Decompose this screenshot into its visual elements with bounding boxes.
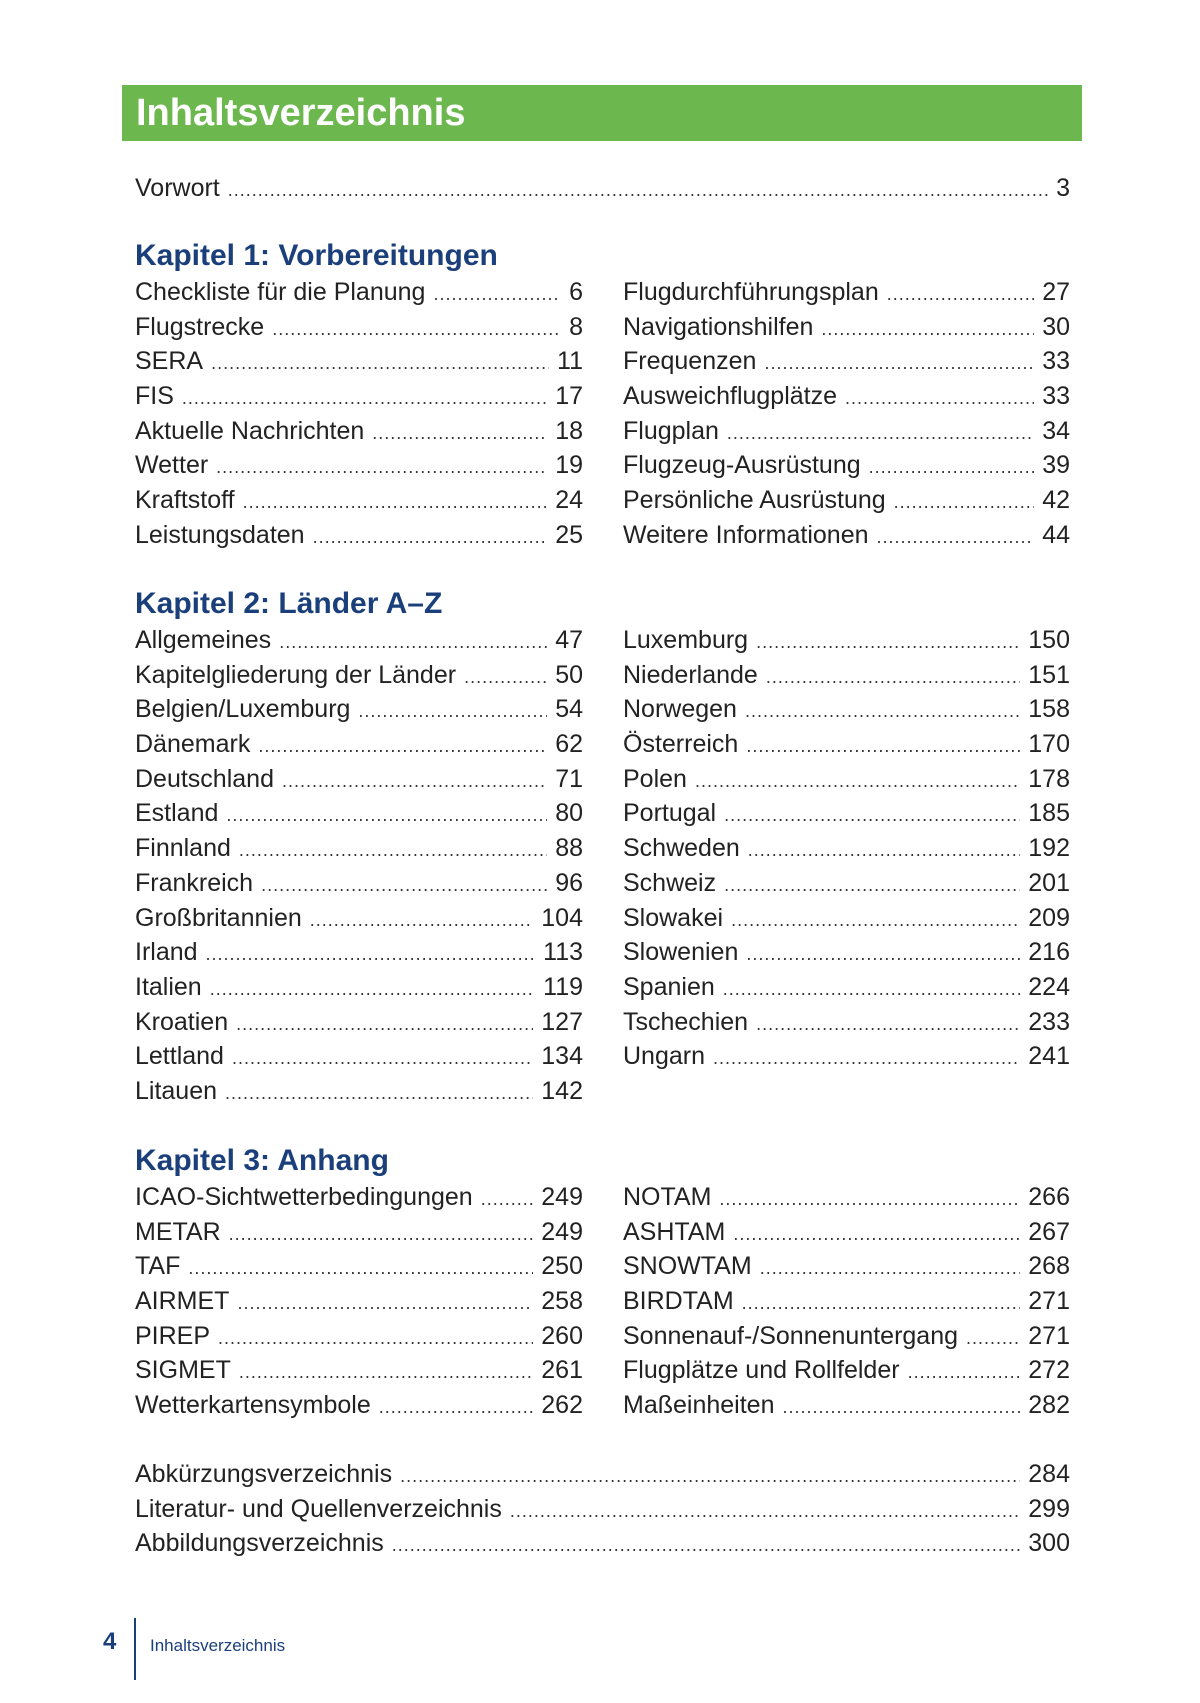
- dot-leader: [764, 346, 1034, 381]
- toc-entry-page: 11: [557, 347, 583, 376]
- toc-entry-page: 33: [1042, 382, 1070, 411]
- toc-entry-label: Frankreich: [135, 868, 254, 897]
- toc-entry-page: 282: [1028, 1391, 1070, 1420]
- dot-leader: [727, 416, 1034, 451]
- toc-entry[interactable]: [135, 935, 583, 970]
- toc-entry-label: Estland: [135, 799, 219, 828]
- toc-entry[interactable]: [623, 483, 1070, 518]
- toc-entry-page: 54: [555, 695, 583, 724]
- dot-leader: [481, 1182, 534, 1217]
- toc-entry[interactable]: [135, 1388, 583, 1423]
- toc-entry-label: Norwegen: [623, 695, 737, 724]
- toc-entry-page: 127: [541, 1007, 583, 1036]
- toc-entry-page: 260: [541, 1321, 583, 1350]
- toc-entry-label: Portugal: [623, 799, 717, 828]
- toc-entry-page: 151: [1028, 660, 1070, 689]
- dot-leader: [894, 485, 1035, 520]
- toc-entry-label: Deutschland: [135, 764, 274, 793]
- toc-entry-page: 178: [1028, 764, 1070, 793]
- dot-leader: [239, 1355, 533, 1390]
- toc-entry-label: Kraftstoff: [135, 486, 235, 515]
- toc-entry-label: Flugdurchführungsplan: [623, 278, 879, 306]
- toc-entry-page: 224: [1028, 972, 1070, 1001]
- dot-leader: [966, 1321, 1020, 1356]
- toc-entry-page: 150: [1028, 626, 1070, 654]
- dot-leader: [232, 1041, 533, 1076]
- toc-entry-label: METAR: [135, 1217, 221, 1246]
- toc-entry[interactable]: [623, 518, 1070, 553]
- toc-entry[interactable]: [135, 901, 583, 936]
- toc-entry-page: 3: [1056, 174, 1070, 202]
- toc-entry-page: 158: [1028, 695, 1070, 724]
- toc-entry[interactable]: [135, 1180, 583, 1215]
- dot-leader: [400, 1459, 1020, 1494]
- toc-entry[interactable]: [135, 171, 1070, 206]
- toc-entry-page: 170: [1028, 730, 1070, 759]
- dot-leader: [510, 1494, 1020, 1529]
- toc-entry-page: 47: [555, 626, 583, 654]
- toc-entry[interactable]: [623, 762, 1070, 797]
- dot-leader: [464, 660, 547, 695]
- toc-entry[interactable]: [623, 831, 1070, 866]
- toc-entry[interactable]: [135, 762, 583, 797]
- dot-leader: [756, 1007, 1020, 1042]
- toc-entry-label: SNOWTAM: [623, 1252, 752, 1281]
- dot-leader: [731, 903, 1020, 938]
- toc-entry-label: Finnland: [135, 834, 231, 863]
- toc-entry-label: Belgien/Luxemburg: [135, 695, 351, 724]
- page-title: Inhaltsverzeichnis: [122, 85, 1082, 141]
- toc-entry[interactable]: [135, 310, 583, 345]
- toc-entry[interactable]: [135, 831, 583, 866]
- toc-entry-page: 24: [555, 486, 583, 515]
- toc-entry-page: 271: [1028, 1321, 1070, 1350]
- toc-entry-label: Spanien: [623, 972, 715, 1001]
- toc-entry[interactable]: [623, 1215, 1070, 1250]
- toc-entry-page: 209: [1028, 903, 1070, 932]
- dot-leader: [733, 1217, 1020, 1252]
- dot-leader: [821, 312, 1034, 347]
- toc-entry-page: 88: [555, 834, 583, 863]
- toc-entry-page: 25: [555, 520, 583, 549]
- toc-entry-label: Weitere Informationen: [623, 520, 869, 549]
- toc-entry[interactable]: [135, 1457, 1070, 1492]
- toc-entry[interactable]: [135, 379, 583, 414]
- toc-entry-page: 34: [1042, 416, 1070, 445]
- dot-leader: [908, 1355, 1021, 1390]
- toc-entry-page: 272: [1028, 1356, 1070, 1385]
- toc-entry[interactable]: [623, 1388, 1070, 1423]
- toc-entry-label: NOTAM: [623, 1183, 712, 1211]
- toc-entry-label: PIREP: [135, 1321, 211, 1350]
- toc-entry[interactable]: [623, 1039, 1070, 1074]
- toc-entry-page: 119: [543, 972, 583, 1001]
- dot-leader: [272, 312, 561, 347]
- dot-leader: [226, 798, 547, 833]
- toc-entry-page: 17: [555, 382, 583, 411]
- dot-leader: [845, 381, 1034, 416]
- dot-leader: [760, 1251, 1021, 1286]
- toc-entry[interactable]: [623, 970, 1070, 1005]
- toc-entry-label: AIRMET: [135, 1287, 230, 1316]
- toc-entry[interactable]: [135, 970, 583, 1005]
- toc-entry-label: Kapitelgliederung der Länder: [135, 660, 457, 689]
- dot-leader: [877, 520, 1035, 555]
- dot-leader: [210, 972, 535, 1007]
- toc-entry-page: 300: [1028, 1529, 1070, 1558]
- appendix-list: [135, 1457, 1070, 1561]
- toc-entry[interactable]: [135, 1005, 583, 1040]
- toc-entry-label: Polen: [623, 764, 687, 793]
- toc-entry-label: Checkliste für die Planung: [135, 278, 426, 306]
- chapter1-left-list: [135, 275, 583, 553]
- toc-entry[interactable]: [135, 448, 583, 483]
- toc-entry[interactable]: [623, 1180, 1070, 1215]
- dot-leader: [379, 1390, 534, 1425]
- dot-leader: [372, 416, 547, 451]
- toc-entry-page: 241: [1028, 1042, 1070, 1071]
- toc-entry-page: 266: [1028, 1183, 1070, 1211]
- dot-leader: [211, 346, 549, 381]
- dot-leader: [766, 660, 1020, 695]
- dot-leader: [310, 903, 534, 938]
- toc-entry-page: 216: [1028, 938, 1070, 967]
- toc-entry-page: 258: [541, 1287, 583, 1316]
- toc-entry-page: 44: [1042, 520, 1070, 549]
- toc-entry[interactable]: [135, 727, 583, 762]
- toc-entry-label: Tschechien: [623, 1007, 749, 1036]
- toc-entry[interactable]: [135, 275, 583, 310]
- toc-entry-label: Wetter: [135, 451, 209, 480]
- toc-entry-label: Abbildungsverzeichnis: [135, 1529, 384, 1558]
- dot-leader: [869, 450, 1035, 485]
- toc-entry-label: Sonnenauf-/Sonnenuntergang: [623, 1321, 959, 1350]
- dot-leader: [756, 625, 1020, 660]
- dot-leader: [433, 277, 561, 312]
- toc-entry-label: Flugzeug-Ausrüstung: [623, 451, 861, 480]
- toc-entry-page: 192: [1028, 834, 1070, 863]
- toc-entry-page: 80: [555, 799, 583, 828]
- dot-leader: [723, 972, 1021, 1007]
- dot-leader: [748, 833, 1021, 868]
- footer-section-label: Inhaltsverzeichnis: [150, 1636, 286, 1655]
- toc-entry-page: 27: [1042, 278, 1070, 306]
- toc-entry[interactable]: [135, 1074, 583, 1109]
- toc-entry-label: Slowenien: [623, 938, 739, 967]
- toc-entry-label: Navigationshilfen: [623, 312, 814, 341]
- chapter3-left-list: [135, 1180, 583, 1423]
- toc-entry[interactable]: [623, 901, 1070, 936]
- dot-leader: [719, 1182, 1020, 1217]
- toc-entry-page: 299: [1028, 1494, 1070, 1523]
- toc-entry[interactable]: [135, 1249, 583, 1284]
- toc-entry-page: 201: [1028, 868, 1070, 897]
- toc-entry-page: 33: [1042, 347, 1070, 376]
- dot-leader: [237, 1286, 533, 1321]
- dot-leader: [746, 937, 1020, 972]
- toc-entry[interactable]: [135, 1353, 583, 1388]
- dot-leader: [282, 764, 547, 799]
- dot-leader: [695, 764, 1020, 799]
- toc-entry-page: 142: [541, 1076, 583, 1105]
- dot-leader: [261, 868, 547, 903]
- toc-entry[interactable]: [623, 310, 1070, 345]
- footer-divider: [134, 1618, 136, 1680]
- toc-entry[interactable]: [623, 1249, 1070, 1284]
- toc-entry[interactable]: [135, 518, 583, 553]
- toc-entry[interactable]: [623, 658, 1070, 693]
- toc-entry-label: Flugplätze und Rollfelder: [623, 1356, 900, 1385]
- dot-leader: [218, 1321, 533, 1356]
- chapter3-heading: Kapitel 3: Anhang: [135, 1144, 389, 1177]
- toc-entry[interactable]: [623, 1353, 1070, 1388]
- dot-leader: [188, 1251, 533, 1286]
- toc-entry[interactable]: [135, 1492, 1070, 1527]
- toc-entry-label: Ungarn: [623, 1042, 705, 1071]
- dot-leader: [182, 381, 547, 416]
- toc-entry-page: 71: [555, 764, 583, 793]
- dot-leader: [887, 277, 1034, 312]
- toc-entry[interactable]: [135, 483, 583, 518]
- dot-leader: [724, 868, 1020, 903]
- toc-entry[interactable]: [135, 414, 583, 449]
- toc-entry-page: 185: [1028, 799, 1070, 828]
- toc-entry[interactable]: [623, 1005, 1070, 1040]
- toc-entry[interactable]: [623, 275, 1070, 310]
- dot-leader: [313, 520, 548, 555]
- toc-entry[interactable]: [623, 692, 1070, 727]
- dot-leader: [745, 694, 1020, 729]
- toc-entry-page: 271: [1028, 1287, 1070, 1316]
- toc-entry-label: Slowakei: [623, 903, 724, 932]
- dot-leader: [225, 1076, 533, 1111]
- toc-entry-page: 284: [1028, 1460, 1070, 1488]
- chapter1-right-list: [623, 275, 1070, 553]
- toc-entry-page: 104: [541, 903, 583, 932]
- toc-entry-label: Abkürzungsverzeichnis: [135, 1460, 393, 1488]
- chapter2-right-list: [623, 623, 1070, 1074]
- toc-entry[interactable]: [135, 658, 583, 693]
- toc-entry-label: ASHTAM: [623, 1217, 726, 1246]
- toc-entry[interactable]: [623, 414, 1070, 449]
- toc-entry-label: TAF: [135, 1252, 181, 1281]
- toc-entry[interactable]: [623, 448, 1070, 483]
- toc-entry[interactable]: [135, 866, 583, 901]
- toc-entry[interactable]: [623, 727, 1070, 762]
- toc-entry-page: 250: [541, 1252, 583, 1281]
- toc-entry[interactable]: [135, 692, 583, 727]
- dot-leader: [782, 1390, 1020, 1425]
- toc-entry-page: 267: [1028, 1217, 1070, 1246]
- toc-entry-page: 261: [541, 1356, 583, 1385]
- toc-entry-label: SERA: [135, 347, 204, 376]
- toc-entry-label: FIS: [135, 382, 174, 411]
- toc-entry-label: Lettland: [135, 1042, 224, 1071]
- dot-leader: [279, 625, 547, 660]
- dot-leader: [236, 1007, 533, 1042]
- toc-entry[interactable]: [135, 623, 583, 658]
- toc-entry-page: 268: [1028, 1252, 1070, 1281]
- toc-entry-label: Österreich: [623, 730, 739, 759]
- toc-entry-page: 18: [555, 416, 583, 445]
- chapter3-right-list: [623, 1180, 1070, 1423]
- footer-page-number: 4: [103, 1628, 117, 1655]
- dot-leader: [239, 833, 547, 868]
- toc-entry-label: Italien: [135, 972, 202, 1001]
- toc-entry-page: 113: [543, 938, 583, 967]
- toc-entry-label: Maßeinheiten: [623, 1391, 775, 1420]
- dot-leader: [746, 729, 1020, 764]
- toc-entry-label: Ausweichflugplätze: [623, 382, 838, 411]
- toc-entry-label: Kroatien: [135, 1007, 229, 1036]
- dot-leader: [229, 1217, 534, 1252]
- toc-entry-label: Schweiz: [623, 868, 717, 897]
- chapter2-left-list: [135, 623, 583, 1109]
- toc-entry-label: Wetterkartensymbole: [135, 1391, 371, 1420]
- toc-entry[interactable]: [623, 935, 1070, 970]
- toc-entry-label: Luxemburg: [623, 626, 749, 654]
- toc-entry[interactable]: [623, 1284, 1070, 1319]
- toc-entry-label: Litauen: [135, 1076, 218, 1105]
- toc-entry-page: 42: [1042, 486, 1070, 515]
- toc-entry-page: 39: [1042, 451, 1070, 480]
- toc-entry-page: 249: [541, 1217, 583, 1246]
- toc-entry-page: 233: [1028, 1007, 1070, 1036]
- toc-entry[interactable]: [623, 866, 1070, 901]
- dot-leader: [724, 798, 1020, 833]
- toc-entry-page: 30: [1042, 312, 1070, 341]
- toc-entry-page: 19: [555, 451, 583, 480]
- dot-leader: [206, 937, 536, 972]
- toc-entry[interactable]: [623, 796, 1070, 831]
- toc-entry-label: Vorwort: [135, 174, 220, 202]
- toc-entry-page: 134: [541, 1042, 583, 1071]
- toc-entry-page: 62: [555, 730, 583, 759]
- toc-entry[interactable]: [623, 379, 1070, 414]
- dot-leader: [713, 1041, 1020, 1076]
- toc-entry-label: BIRDTAM: [623, 1287, 734, 1316]
- toc-entry-page: 50: [555, 660, 583, 689]
- toc-entry-label: Leistungsdaten: [135, 520, 305, 549]
- toc-entry[interactable]: [135, 796, 583, 831]
- toc-entry[interactable]: [623, 344, 1070, 379]
- toc-entry-label: SIGMET: [135, 1356, 231, 1385]
- toc-entry[interactable]: [135, 1526, 1070, 1561]
- toc-entry[interactable]: [623, 1319, 1070, 1354]
- chapter2-heading: Kapitel 2: Länder A–Z: [135, 587, 443, 620]
- dot-leader: [742, 1286, 1021, 1321]
- toc-entry-label: Flugplan: [623, 416, 719, 445]
- dot-leader: [243, 485, 548, 520]
- toc-entry-label: Niederlande: [623, 660, 758, 689]
- toc-vorwort: [135, 171, 1070, 206]
- toc-entry-label: Schweden: [623, 834, 740, 863]
- toc-entry-page: 6: [569, 278, 583, 306]
- toc-entry-label: Allgemeines: [135, 626, 272, 654]
- dot-leader: [358, 694, 547, 729]
- dot-leader: [228, 173, 1048, 208]
- toc-entry-label: Literatur- und Quellenverzeichnis: [135, 1494, 502, 1523]
- toc-entry[interactable]: [135, 1215, 583, 1250]
- toc-entry-label: Aktuelle Nachrichten: [135, 416, 365, 445]
- toc-entry[interactable]: [623, 623, 1070, 658]
- toc-entry[interactable]: [135, 1284, 583, 1319]
- toc-entry-page: 262: [541, 1391, 583, 1420]
- toc-entry-label: Dänemark: [135, 730, 251, 759]
- toc-entry-label: Großbritannien: [135, 903, 302, 932]
- toc-entry-label: Irland: [135, 938, 198, 967]
- toc-entry-label: Persönliche Ausrüstung: [623, 486, 886, 515]
- toc-entry-label: Flugstrecke: [135, 312, 265, 341]
- toc-entry-page: 8: [569, 312, 583, 341]
- dot-leader: [258, 729, 547, 764]
- toc-entry[interactable]: [135, 344, 583, 379]
- toc-entry[interactable]: [135, 1039, 583, 1074]
- dot-leader: [216, 450, 547, 485]
- toc-entry[interactable]: [135, 1319, 583, 1354]
- dot-leader: [392, 1528, 1021, 1563]
- chapter1-heading: Kapitel 1: Vorbereitungen: [135, 239, 498, 272]
- toc-entry-page: 96: [555, 868, 583, 897]
- toc-entry-label: Frequenzen: [623, 347, 757, 376]
- toc-entry-label: ICAO-Sichtwetterbedingungen: [135, 1183, 473, 1211]
- toc-entry-page: 249: [541, 1183, 583, 1211]
